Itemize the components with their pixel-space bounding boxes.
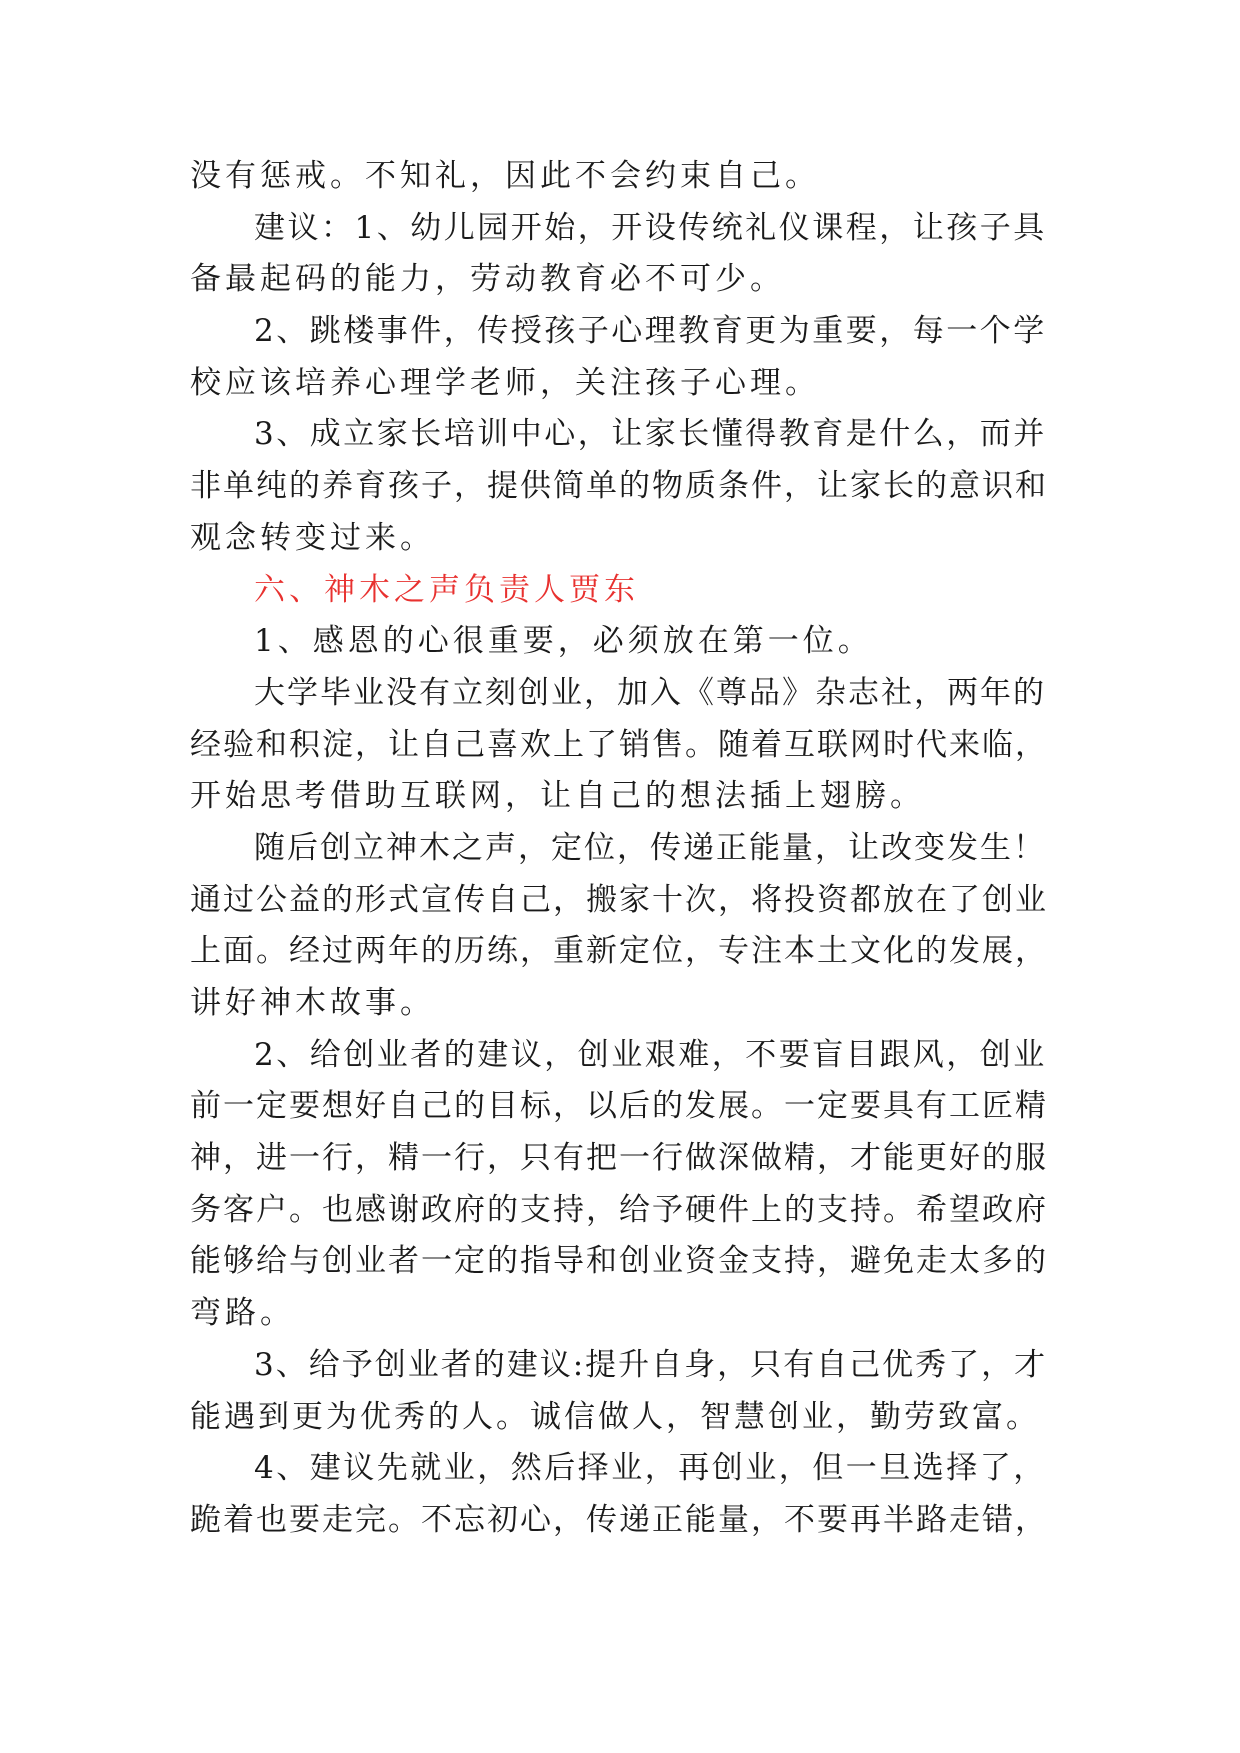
- text-line: 4、建议先就业，然后择业，再创业，但一旦选择了，: [254, 1450, 1047, 1487]
- text-line: 跪着也要走完。不忘初心，传递正能量，不要再半路走错，: [190, 1501, 1048, 1538]
- text-line: 能够给与创业者一定的指导和创业资金支持，避免走太多的: [190, 1243, 1048, 1280]
- text-line: 3、成立家长培训中心，让家长懂得教育是什么，而并: [254, 416, 1047, 453]
- text-line: 备最起码的能力，劳动教育必不可少。: [190, 261, 785, 298]
- text-line: 2、跳楼事件，传授孩子心理教育更为重要，每一个学: [254, 313, 1047, 350]
- text-line: 大学毕业没有立刻创业，加入《尊品》杂志社，两年的: [254, 674, 1046, 711]
- text-line: 2、给创业者的建议，创业艰难，不要盲目跟风，创业: [254, 1036, 1047, 1073]
- text-line: 经验和积淀，让自己喜欢上了销售。随着互联网时代来临，: [190, 726, 1048, 763]
- text-line: 上面。经过两年的历练，重新定位，专注本土文化的发展，: [190, 933, 1048, 970]
- text-line: 能遇到更为优秀的人。诚信做人，智慧创业，勤劳致富。: [190, 1398, 1040, 1435]
- text-line: 3、给予创业者的建议:提升自身，只有自己优秀了，才: [254, 1346, 1048, 1383]
- document-body: [190, 151, 1052, 1547]
- text-line: 通过公益的形式宣传自己，搬家十次，将投资都放在了创业: [190, 881, 1048, 918]
- text-line: 务客户。也感谢政府的支持，给予硬件上的支持。希望政府: [190, 1191, 1048, 1228]
- text-line: 校应该培养心理学老师，关注孩子心理。: [190, 364, 820, 401]
- text-line: 讲好神木故事。: [190, 985, 435, 1021]
- text-line: 没有惩戒。不知礼，因此不会约束自己。: [190, 158, 820, 194]
- text-line: 非单纯的养育孩子，提供简单的物质条件，让家长的意识和: [190, 468, 1048, 505]
- text-line: 开始思考借助互联网，让自己的想法插上翅膀。: [190, 778, 925, 815]
- text-line: 弯路。: [190, 1295, 295, 1332]
- text-line: 前一定要想好自己的目标，以后的发展。一定要具有工匠精: [190, 1088, 1048, 1125]
- section-heading: 六、神木之声负责人贾东: [254, 571, 639, 608]
- text-line: 建议：1、幼儿园开始，开设传统礼仪课程，让孩子具: [254, 209, 1047, 246]
- text-line: 神，进一行，精一行，只有把一行做深做精，才能更好的服: [190, 1140, 1048, 1177]
- text-line: 1、感恩的心很重要，必须放在第一位。: [254, 623, 873, 660]
- text-line: 观念转变过来。: [190, 519, 435, 556]
- text-line: 随后创立神木之声，定位，传递正能量，让改变发生！: [254, 829, 1046, 866]
